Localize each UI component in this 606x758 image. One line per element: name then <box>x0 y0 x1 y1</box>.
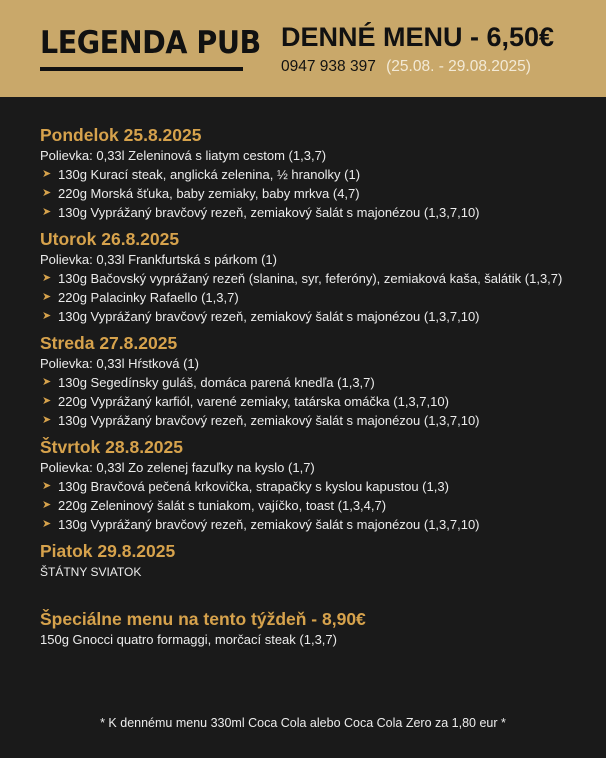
menu-item <box>40 184 590 203</box>
soup-line: Polievka: 0,33l Zeleninová s liatym cestom (1,3,7) <box>40 148 327 163</box>
menu-item <box>40 496 590 515</box>
menu-item <box>40 477 590 496</box>
arrow-bullet-icon: ➤ <box>42 376 52 388</box>
arrow-bullet-icon: ➤ <box>42 187 52 199</box>
arrow-bullet-icon: ➤ <box>42 310 52 322</box>
soup-line: Polievka: 0,33l Zo zelenej fazuľky na kyslo (1,7) <box>40 460 315 475</box>
arrow-bullet-icon: ➤ <box>42 291 52 303</box>
menu-item <box>40 411 590 430</box>
header-banner <box>0 0 606 97</box>
day-heading-thursday: Štvrtok 28.8.2025 <box>40 437 184 457</box>
arrow-bullet-icon: ➤ <box>42 518 52 530</box>
menu-item <box>40 203 590 222</box>
arrow-bullet-icon: ➤ <box>42 480 52 492</box>
arrow-bullet-icon: ➤ <box>42 414 52 426</box>
brand-logo: LEGENDA PUB <box>40 25 261 61</box>
brand-underline <box>40 67 243 71</box>
day-heading-tuesday: Utorok 26.8.2025 <box>40 229 180 249</box>
special-menu-item: 150g Gnocci quatro formaggi, morčací steak (1,3,7) <box>40 632 337 647</box>
menu-item-text: 220g Palacinky Rafaello (1,3,7) <box>58 290 239 305</box>
holiday-note: ŠTÁTNY SVIATOK <box>40 565 142 579</box>
arrow-bullet-icon: ➤ <box>42 499 52 511</box>
special-menu-heading: Špeciálne menu na tento týždeň - 8,90€ <box>40 609 366 629</box>
menu-item-text: 130g Segedínsky guláš, domáca parená knedľa (1,3,7) <box>58 375 375 390</box>
footer-note: * K dennému menu 330ml Coca Cola alebo Coca Cola Zero za 1,80 eur * <box>100 716 506 730</box>
day-heading-wednesday: Streda 27.8.2025 <box>40 333 178 353</box>
day-heading-monday: Pondelok 25.8.2025 <box>40 125 202 145</box>
menu-content <box>40 124 590 649</box>
menu-item <box>40 307 590 326</box>
menu-item-text: 220g Zeleninový šalát s tuniakom, vajíčko, toast (1,3,4,7) <box>58 498 387 513</box>
menu-item-text: 130g Bravčová pečená krkovička, strapačky s kyslou kapustou (1,3) <box>58 479 449 494</box>
menu-item-text: 220g Vyprážaný karfiól, varené zemiaky, tatárska omáčka (1,3,7,10) <box>58 394 449 409</box>
menu-item-text: 130g Vyprážaný bravčový rezeň, zemiakový šalát s majonézou (1,3,7,10) <box>58 205 480 220</box>
menu-item <box>40 269 590 288</box>
arrow-bullet-icon: ➤ <box>42 272 52 284</box>
menu-item-text: 130g Kurací steak, anglická zelenina, ½ hranolky (1) <box>58 167 361 182</box>
arrow-bullet-icon: ➤ <box>42 395 52 407</box>
menu-item-text: 220g Morská šťuka, baby zemiaky, baby mrkva (4,7) <box>58 186 360 201</box>
menu-item <box>40 373 590 392</box>
menu-item-text: 130g Bačovský vyprážaný rezeň (slanina, syr, feferóny), zemiaková kaša, šalátik (1,3,7) <box>58 271 563 286</box>
menu-item <box>40 288 590 307</box>
menu-item-text: 130g Vyprážaný bravčový rezeň, zemiakový šalát s majonézou (1,3,7,10) <box>58 309 480 324</box>
menu-item <box>40 165 590 184</box>
day-heading-friday: Piatok 29.8.2025 <box>40 541 176 561</box>
phone-number: 0947 938 397 <box>281 58 376 75</box>
menu-item-text: 130g Vyprážaný bravčový rezeň, zemiakový šalát s majonézou (1,3,7,10) <box>58 413 480 428</box>
soup-line: Polievka: 0,33l Frankfurtská s párkom (1) <box>40 252 277 267</box>
date-range: (25.08. - 29.08.2025) <box>386 58 531 75</box>
contact-line <box>281 58 531 76</box>
arrow-bullet-icon: ➤ <box>42 168 52 180</box>
menu-item-text: 130g Vyprážaný bravčový rezeň, zemiakový šalát s majonézou (1,3,7,10) <box>58 517 480 532</box>
arrow-bullet-icon: ➤ <box>42 206 52 218</box>
menu-item <box>40 392 590 411</box>
menu-item <box>40 515 590 534</box>
soup-line: Polievka: 0,33l Hŕstková (1) <box>40 356 199 371</box>
menu-title: DENNÉ MENU - 6,50€ <box>281 22 555 52</box>
